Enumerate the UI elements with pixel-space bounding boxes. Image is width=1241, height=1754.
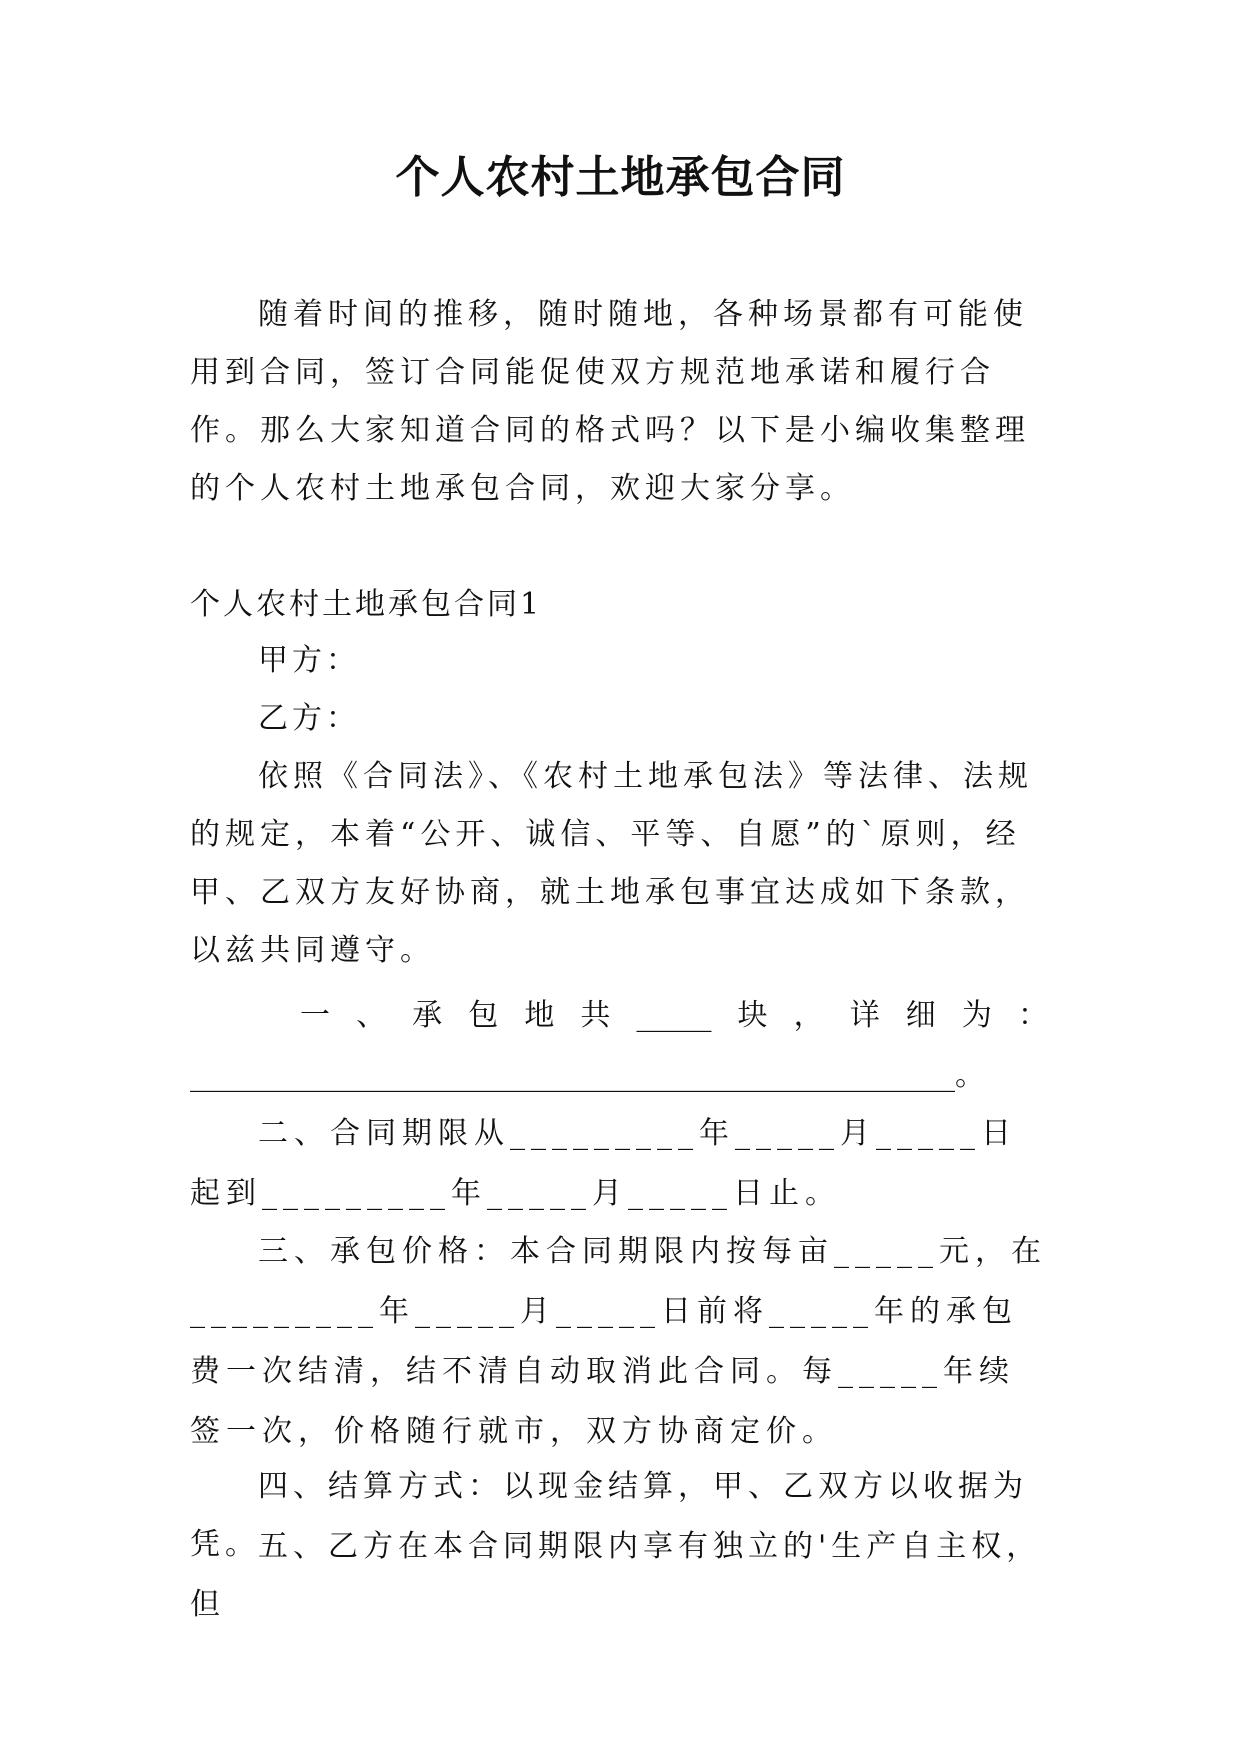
party-a-label: 甲方： bbox=[258, 643, 360, 678]
clause-4: 四、结算方式：以现金结算，甲、乙双方以收据为凭。 bbox=[190, 1469, 1028, 1562]
clause-1-token: 为 bbox=[961, 998, 992, 1033]
document-title: 个人农村土地承包合同 bbox=[395, 152, 846, 203]
clause-5: 五、乙方在本合同期限内享有独立的'生产自主权，但 bbox=[190, 1529, 1042, 1622]
clause-1-token: 承 bbox=[412, 998, 443, 1033]
clause-1-token: 包 bbox=[468, 998, 499, 1033]
clause-3: 三、承包价格：本合同期限内按每亩_____元，在_________年_____月_____日前将_____年的承包费一次结清，结不清自动取消此合同。每_____年续签一次，价格随行就市，双方协商定价。 bbox=[190, 1234, 1047, 1449]
clause-1-token: ： bbox=[1017, 998, 1048, 1033]
party-b-label: 乙方： bbox=[258, 701, 360, 736]
clause-1-token: 细 bbox=[905, 998, 936, 1033]
clause-1-line-2: ___________________________________________________。 bbox=[190, 1058, 985, 1093]
basis-paragraph: 依照《合同法》、《农村土地承包法》等法律、法规的规定，本着“公开、诚信、平等、自愿”的`原则，经甲、乙双方友好协商，就土地承包事宜达成如下条款，以兹共同遵守。 bbox=[190, 759, 1033, 968]
clause-1-token: 共 bbox=[580, 998, 611, 1033]
clause-2: 二、合同期限从_________年_____月_____日起到_________年_____月_____日止。 bbox=[190, 1116, 1017, 1211]
clause-1-token: 一 bbox=[300, 998, 330, 1033]
clause-1-line-1 bbox=[190, 986, 1048, 1046]
clause-1-token: 块 bbox=[737, 998, 768, 1033]
clause-1-blank: _____ bbox=[636, 998, 712, 1033]
clause-1-token: 详 bbox=[849, 998, 880, 1033]
clause-1-token: ， bbox=[793, 998, 824, 1033]
intro-paragraph: 随着时间的推移，随时随地，各种场景都有可能使用到合同，签订合同能促使双方规范地承诺和履行合作。那么大家知道合同的格式吗？以下是小编收集整理的个人农村土地承包合同，欢迎大家分享。 bbox=[190, 297, 1030, 506]
clause-1-token: 地 bbox=[524, 998, 555, 1033]
section-heading: 个人农村土地承包合同1 bbox=[190, 587, 543, 622]
clause-1 bbox=[190, 986, 1048, 1106]
clause-1-token: 、 bbox=[356, 998, 387, 1033]
